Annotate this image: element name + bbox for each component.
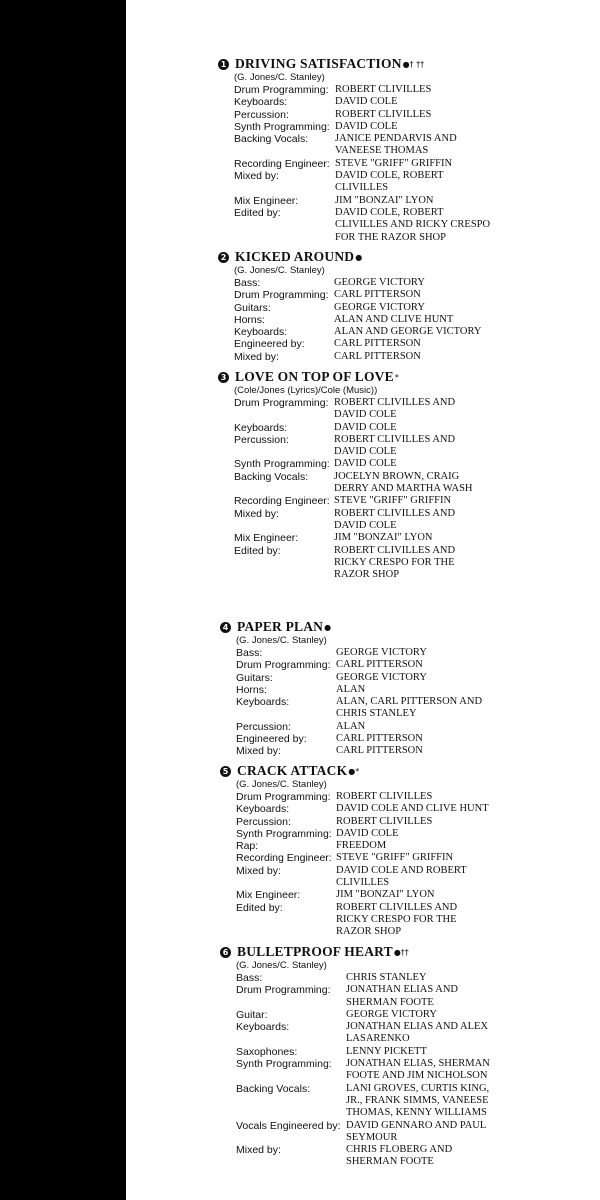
- credit-row: [236, 852, 489, 864]
- credit-role: Drum Programming:: [234, 397, 329, 409]
- credit-role: Keyboards:: [234, 421, 288, 434]
- track-title-row: [218, 249, 482, 265]
- credit-role: Synth Programming:: [236, 1058, 332, 1071]
- credit-row: [234, 495, 473, 507]
- track-title: KICKED AROUND: [235, 249, 355, 264]
- track-writers: (G. Jones/C. Stanley): [236, 960, 327, 971]
- credit-name: ROBERT CLIVILLES AND DAVID COLE: [334, 397, 456, 421]
- track-marks: ●: [355, 252, 363, 262]
- credit-name: CARL PITTERSON: [334, 289, 421, 301]
- credit-row: [236, 816, 489, 828]
- track-marks: ●*: [348, 766, 360, 776]
- credit-row: [234, 397, 473, 422]
- credit-name: CHRIS FLOBERG AND SHERMAN FOOTE: [346, 1144, 453, 1168]
- credit-row: [236, 647, 482, 659]
- credit-row: [236, 865, 489, 890]
- track-title-row: [218, 369, 473, 385]
- credit-row: [236, 745, 482, 757]
- credit-name: ROBERT CLIVILLES: [335, 84, 432, 95]
- credit-name: JIM "BONZAI" LYON: [334, 532, 433, 544]
- track-marks: *: [394, 372, 399, 382]
- credit-role: Mix Engineer:: [234, 194, 299, 207]
- credit-name: DAVID COLE: [335, 96, 398, 108]
- credit-role: Synth Programming:: [236, 827, 332, 840]
- credit-role: Keyboards:: [234, 96, 288, 109]
- credit-row: [236, 840, 489, 852]
- credit-role: Backing Vocals:: [234, 470, 309, 483]
- credit-row: [234, 302, 482, 314]
- credit-row: [236, 1058, 490, 1083]
- track-number-badge: 2: [218, 252, 229, 263]
- credit-row: [234, 195, 490, 207]
- track-marks: ●† ††: [402, 59, 425, 69]
- track-writers: (G. Jones/C. Stanley): [234, 72, 325, 83]
- credit-row: [234, 109, 490, 121]
- credit-role: Bass:: [236, 647, 263, 659]
- credit-role: Horns:: [234, 313, 265, 326]
- credit-row: [236, 684, 482, 696]
- credit-name: STEVE "GRIFF" GRIFFIN: [335, 157, 453, 169]
- credit-name: FREEDOM: [336, 840, 387, 852]
- credit-name: GEORGE VICTORY: [336, 671, 427, 683]
- credit-name: CARL PITTERSON: [336, 659, 423, 671]
- credits-list: [234, 84, 490, 244]
- track-6: [220, 944, 490, 1169]
- credit-name: GEORGE VICTORY: [334, 277, 425, 288]
- credit-name: STEVE "GRIFF" GRIFFIN: [336, 852, 454, 864]
- credit-name: ROBERT CLIVILLES AND RICKY CRESPO FOR THE RAZOR SHOP: [334, 544, 456, 581]
- credit-role: Bass:: [234, 277, 261, 289]
- credit-name: JIM "BONZAI" LYON: [335, 194, 434, 206]
- credit-row: [234, 289, 482, 301]
- credit-row: [234, 422, 473, 434]
- credit-role: Edited by:: [236, 901, 283, 914]
- credit-name: DAVID COLE, ROBERT CLIVILLES: [335, 170, 444, 194]
- credit-name: ROBERT CLIVILLES AND DAVID COLE: [334, 507, 456, 531]
- credits-list: [234, 397, 473, 581]
- credit-role: Synth Programming:: [234, 458, 330, 471]
- credit-name: JONATHAN ELIAS, SHERMAN FOOTE AND JIM NICHOLSON: [346, 1058, 490, 1082]
- track-title-row: [220, 944, 490, 960]
- track-title: BULLETPROOF HEART: [237, 944, 393, 959]
- track-number-badge: 5: [220, 766, 231, 777]
- credit-row: [236, 1120, 490, 1145]
- credit-row: [236, 696, 482, 721]
- credit-row: [234, 314, 482, 326]
- credit-row: [236, 672, 482, 684]
- credit-role: Mixed by:: [236, 1144, 281, 1157]
- credit-row: [234, 326, 482, 338]
- credit-name: LENNY PICKETT: [346, 1045, 427, 1057]
- credit-role: Drum Programming:: [236, 791, 331, 803]
- credit-name: ALAN AND GEORGE VICTORY: [334, 326, 482, 338]
- credit-row: [236, 984, 490, 1009]
- credit-row: [236, 1144, 490, 1169]
- liner-notes-page: [126, 0, 600, 1200]
- credit-name: CARL PITTERSON: [336, 745, 423, 757]
- credit-row: [236, 1009, 490, 1021]
- credit-row: [236, 972, 490, 984]
- credit-row: [234, 434, 473, 459]
- credit-name: JOCELYN BROWN, CRAIG DERRY AND MARTHA WASH: [334, 470, 473, 495]
- credit-role: Backing Vocals:: [236, 1082, 311, 1095]
- track-number-badge: 6: [220, 947, 231, 958]
- credit-row: [236, 803, 489, 815]
- credit-role: Percussion:: [236, 815, 291, 828]
- credit-role: Recording Engineer:: [234, 157, 330, 170]
- credit-row: [234, 207, 490, 244]
- credit-row: [234, 351, 482, 363]
- credit-row: [234, 471, 473, 496]
- credit-role: Engineered by:: [236, 733, 307, 746]
- track-title: PAPER PLAN: [237, 619, 324, 634]
- credit-role: Horns:: [236, 683, 267, 696]
- credit-role: Drum Programming:: [234, 289, 329, 302]
- credit-name: DAVID COLE: [335, 120, 398, 132]
- credit-row: [234, 96, 490, 108]
- credit-name: CARL PITTERSON: [336, 733, 423, 745]
- credit-name: JONATHAN ELIAS AND SHERMAN FOOTE: [346, 984, 458, 1008]
- credit-row: [234, 458, 473, 470]
- track-writers: (G. Jones/C. Stanley): [236, 635, 327, 646]
- track-number-badge: 4: [220, 622, 231, 633]
- credit-role: Engineered by:: [234, 338, 305, 351]
- credit-role: Percussion:: [234, 108, 289, 121]
- credit-name: DAVID GENNARO AND PAUL SEYMOUR: [346, 1119, 487, 1143]
- credit-name: ROBERT CLIVILLES AND RICKY CRESPO FOR THE RAZOR SHOP: [336, 901, 458, 938]
- credit-role: Keyboards:: [236, 1021, 290, 1034]
- credit-row: [236, 828, 489, 840]
- track-number-badge: 3: [218, 372, 229, 383]
- credit-row: [236, 733, 482, 745]
- track-writers: (Cole/Jones (Lyrics)/Cole (Music)): [234, 385, 378, 396]
- credit-name: ALAN AND CLIVE HUNT: [334, 313, 454, 325]
- credit-name: JIM "BONZAI" LYON: [336, 889, 435, 901]
- credit-name: ROBERT CLIVILLES: [336, 815, 433, 827]
- credit-name: CARL PITTERSON: [334, 338, 421, 350]
- credit-row: [236, 1046, 490, 1058]
- credit-name: DAVID COLE, ROBERT CLIVILLES AND RICKY CRESPO FOR THE RAZOR SHOP: [335, 206, 491, 243]
- credit-row: [236, 659, 482, 671]
- credits-list: [234, 277, 482, 363]
- track-number-badge: 1: [218, 59, 229, 70]
- track-writers: (G. Jones/C. Stanley): [236, 779, 327, 790]
- track-writers: (G. Jones/C. Stanley): [234, 265, 325, 276]
- track-title-row: [218, 56, 490, 72]
- credit-name: GEORGE VICTORY: [346, 1008, 437, 1020]
- track-title: LOVE ON TOP OF LOVE: [235, 369, 394, 384]
- credit-row: [234, 84, 490, 96]
- credits-list: [236, 647, 482, 758]
- credit-row: [236, 902, 489, 939]
- credit-role: Recording Engineer:: [236, 852, 332, 865]
- credit-name: ROBERT CLIVILLES: [335, 108, 432, 120]
- credit-role: Mix Engineer:: [234, 532, 299, 545]
- credit-row: [234, 545, 473, 582]
- credit-role: Guitars:: [234, 301, 271, 314]
- credit-row: [234, 508, 473, 533]
- credit-role: Mix Engineer:: [236, 889, 301, 902]
- credit-name: ROBERT CLIVILLES AND DAVID COLE: [334, 433, 456, 458]
- credit-row: [236, 721, 482, 733]
- credit-role: Mixed by:: [236, 745, 281, 758]
- credit-name: DAVID COLE: [336, 827, 399, 839]
- track-title-row: [220, 763, 489, 779]
- credit-role: Mixed by:: [234, 350, 279, 363]
- credit-row: [234, 133, 490, 158]
- credit-row: [236, 889, 489, 901]
- credit-row: [234, 158, 490, 170]
- credit-role: Recording Engineer:: [234, 495, 330, 508]
- credit-row: [234, 121, 490, 133]
- credit-name: DAVID COLE: [334, 421, 397, 433]
- credit-name: JANICE PENDARVIS AND VANEESE THOMAS: [335, 133, 457, 157]
- track-marks: ●: [324, 622, 332, 632]
- credit-name: DAVID COLE AND CLIVE HUNT: [336, 803, 489, 815]
- credit-role: Mixed by:: [236, 864, 281, 877]
- credits-list: [236, 972, 490, 1169]
- credit-name: DAVID COLE: [334, 458, 397, 470]
- credit-role: Drum Programming:: [236, 659, 331, 672]
- credit-name: ALAN: [336, 683, 366, 695]
- credit-row: [236, 1083, 490, 1120]
- credit-role: Bass:: [236, 972, 263, 984]
- credit-row: [236, 1021, 490, 1046]
- credit-name: ROBERT CLIVILLES: [336, 791, 433, 802]
- credit-name: DAVID COLE AND ROBERT CLIVILLES: [336, 864, 467, 889]
- track-2: [218, 249, 482, 363]
- track-4: [220, 619, 482, 758]
- credit-row: [234, 277, 482, 289]
- track-3: [218, 369, 473, 581]
- credit-role: Guitars:: [236, 671, 273, 684]
- credit-role: Drum Programming:: [236, 984, 331, 997]
- track-title: DRIVING SATISFACTION: [235, 56, 402, 71]
- credit-name: ALAN: [336, 720, 366, 732]
- track-5: [220, 763, 489, 939]
- credit-role: Drum Programming:: [234, 84, 329, 96]
- track-title: CRACK ATTACK: [237, 763, 348, 778]
- credit-role: Synth Programming:: [234, 120, 330, 133]
- credit-name: STEVE "GRIFF" GRIFFIN: [334, 495, 452, 507]
- credit-role: Guitar:: [236, 1008, 268, 1021]
- credit-name: ALAN, CARL PITTERSON AND CHRIS STANLEY: [336, 696, 483, 720]
- credit-row: [234, 532, 473, 544]
- credit-role: Percussion:: [236, 720, 291, 733]
- credit-row: [234, 170, 490, 195]
- credit-role: Mixed by:: [234, 170, 279, 183]
- credit-role: Percussion:: [234, 433, 289, 446]
- credit-name: JONATHAN ELIAS AND ALEX LASARENKO: [346, 1021, 489, 1045]
- credit-role: Keyboards:: [234, 326, 288, 339]
- credit-role: Mixed by:: [234, 507, 279, 520]
- credit-role: Edited by:: [234, 544, 281, 557]
- credit-role: Vocals Engineered by:: [236, 1119, 341, 1132]
- credit-role: Edited by:: [234, 206, 281, 219]
- credit-name: GEORGE VICTORY: [336, 647, 427, 658]
- credit-name: GEORGE VICTORY: [334, 301, 425, 313]
- credit-name: LANI GROVES, CURTIS KING, JR., FRANK SIMMS, VANEESE THOMAS, KENNY WILLIAMS: [346, 1082, 490, 1119]
- credit-role: Backing Vocals:: [234, 133, 309, 146]
- track-1: [218, 56, 490, 244]
- credit-row: [234, 338, 482, 350]
- credit-row: [236, 791, 489, 803]
- credits-list: [236, 791, 489, 939]
- credit-role: Keyboards:: [236, 696, 290, 709]
- track-marks: ●††: [393, 947, 409, 957]
- credit-name: CHRIS STANLEY: [346, 972, 427, 983]
- track-title-row: [220, 619, 482, 635]
- credit-role: Saxophones:: [236, 1045, 298, 1058]
- credit-name: CARL PITTERSON: [334, 350, 421, 362]
- credit-role: Keyboards:: [236, 803, 290, 816]
- credit-role: Rap:: [236, 840, 259, 853]
